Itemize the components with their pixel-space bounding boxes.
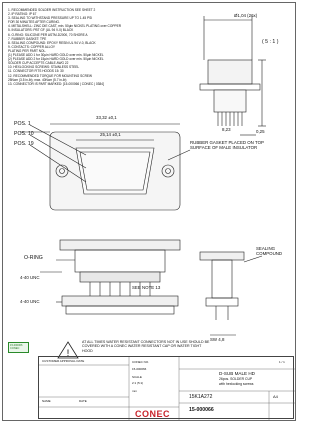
note-line: 9. CONTACTS: COPPER ALLOY (8, 44, 56, 49)
sw-dim: SW 4,8 (210, 337, 225, 342)
pos1-label: POS. 1 (14, 121, 31, 127)
inner-width-dim: 25,14 ±0,1 (100, 132, 121, 137)
pin-diameter-dim: Ø1,04 (26x) (234, 13, 258, 18)
scale-label: ( 5 : 1 ) (262, 39, 279, 45)
note-line: 3. SEALING TO WITHSTAND PRESSURE UP TO 1.45 PSI (8, 16, 93, 21)
note-line: 4. METALSHELL: ZINC DIE CAST, min. 50µin NICKEL PLATING over COPPER (8, 24, 122, 29)
title-line-1: D-SUB MALE HD (219, 371, 255, 376)
part-marking-stamp: 15-000066 CONEC (8, 342, 29, 353)
customer-approval-label: CUSTOMER APPROVAL DATE (42, 359, 85, 363)
name-label: NAME (42, 399, 51, 403)
gasket-callout: RUBBER GASKET PLACED ON TOP SURFACE OF MALE INSULATOR (190, 140, 264, 150)
note-line: FOR 30 MINUTES AFTER CURING. (8, 20, 60, 25)
note-line: (1) PLEASE ADD 1 for 30µin HARD GOLD over min. 50µin NICKEL (8, 53, 104, 58)
sealing-label: SEALING COMPOUND (256, 246, 283, 256)
height-dim: 8,23 (222, 127, 231, 132)
warning-text: AT ALL TIMES WATER RESISTANT CONNECTORS NOT IN USE SHOULD BE COVERED WITH A CONEC WATER RESISTANT CAP OR WATER TIGHT HOOD (82, 340, 210, 353)
title-block (38, 356, 294, 419)
note-line: 11. CONNECTOR FITS HOODS 15: 30 (8, 69, 64, 74)
small-dim: 0,25 (256, 129, 265, 134)
dimension-unit: mm (132, 389, 137, 393)
note-line: 13. CONNECTOR IS PART MARKED: [15-000066 | CONEC | 0384] (8, 81, 104, 86)
drawing-no-small: 15-000066 (132, 367, 147, 371)
note-line: 5. INSULATORS: PBT GF (UL 94 V-0) BLACK (8, 28, 74, 33)
note-line: 25Ncm (3.5 in-lb); max. 40Ncm (5.7 in-lb) (8, 77, 67, 82)
note-line: 12. RECOMMENDED TORQUE FOR MOUNTING SCREW (8, 73, 93, 78)
note-line: 6. O-RING: SILICONE PER ASTM-D2000, 70 SHORE A (8, 32, 88, 37)
scale-field-label: SCALE (132, 375, 142, 379)
oring-label: O-RING (24, 255, 43, 261)
note-line: 10. HEXLOCKING SCREWS: STAINLESS STEEL (8, 65, 80, 70)
note-line: (2) PLEASE ADD 2 for 15µin HARD GOLD over min. 50µin NICKEL (8, 57, 104, 62)
note-line: SOLDER CUP ACCEPTS CABLE AWG 22 (8, 61, 69, 66)
note-line: 8. SEALING COMPOUND: EPOXY RESIN UL 94 V-0, BLACK (8, 40, 96, 45)
see-note-label: SEE NOTE 13 (132, 285, 161, 290)
small-side-view (200, 252, 262, 335)
scale-field-value: 2:1 (5:1) (132, 381, 144, 385)
unc-bottom-label: 4-40 UNC (20, 299, 40, 304)
date-label: DATE (79, 399, 87, 403)
note-line: 2. IP RATING: IP 67 (8, 12, 37, 17)
pos19-label: POS. 19 (14, 141, 34, 147)
unc-top-label: 4-40 UNC (20, 275, 40, 280)
conec-logo: CONEC (135, 409, 171, 419)
side-view-connector (40, 240, 180, 314)
part-number: 15K1A272 (189, 394, 213, 400)
svg-text:!: ! (66, 348, 70, 358)
format-label: A4 (273, 394, 278, 399)
title-line-2: 26pos. SOLDER CUP (219, 377, 253, 381)
drawing-number: 15-000066 (189, 407, 214, 413)
note-line: 1. RECOMMENDED SOLDER INSTRUCTION SEE SHEET 2 (8, 8, 96, 12)
title-line-3: with hexlocking screws (219, 382, 254, 386)
note-line: 7. RUBBER GASKET: TPE (8, 36, 47, 41)
outer-width-dim: 33,32 ±0,1 (96, 115, 117, 120)
note-line: PLATING PER PART NOL. (8, 48, 47, 53)
conec-no-label: CONEC NO. (132, 360, 150, 364)
sheet-number: 1 / 1 (279, 360, 285, 364)
pos10-label: POS. 10 (14, 131, 34, 137)
